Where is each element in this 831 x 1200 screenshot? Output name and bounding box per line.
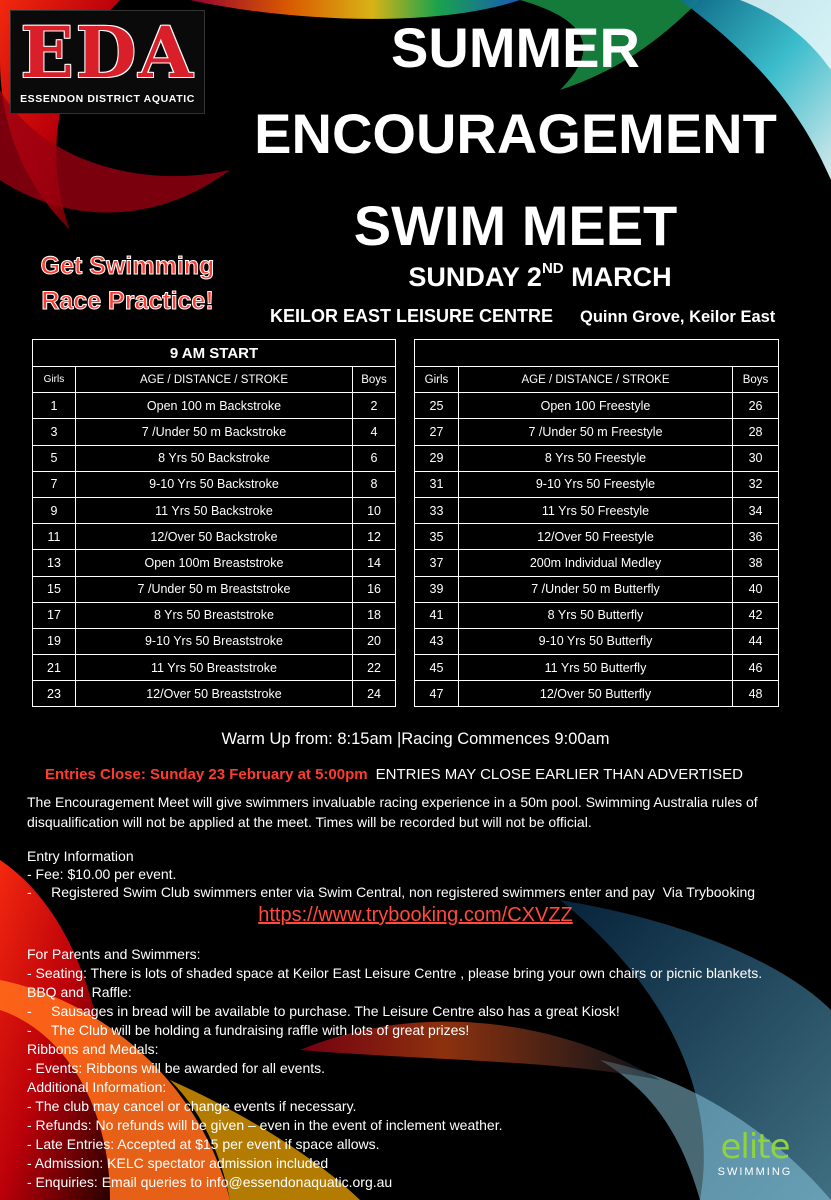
detail-line: - Late Entries: Accepted at $15 per event if space allows.: [27, 1136, 380, 1152]
detail-line: - The club may cancel or change events if necessary.: [27, 1098, 357, 1114]
table-row: [415, 655, 779, 681]
elite-word: elite: [720, 1127, 790, 1167]
girls-number: 7: [33, 471, 76, 497]
promo-line-1: Get Swimming: [40, 252, 215, 280]
table-row: [415, 419, 779, 445]
boys-number: 10: [353, 497, 396, 523]
event-name: 11 Yrs 50 Freestyle: [458, 497, 732, 523]
boys-number: 12: [353, 524, 396, 550]
table-row: [415, 524, 779, 550]
boys-number: 42: [733, 602, 779, 628]
table-row: [415, 550, 779, 576]
girls-number: 25: [415, 393, 459, 419]
girls-number: 47: [415, 681, 459, 707]
girls-number: 5: [33, 445, 76, 471]
event-name: 9-10 Yrs 50 Backstroke: [75, 471, 352, 497]
detail-line: - Admission: KELC spectator admission included: [27, 1155, 329, 1171]
boys-number: 40: [733, 576, 779, 602]
detail-line: Additional Information:: [27, 1079, 167, 1095]
event-name: Open 100 m Backstroke: [75, 393, 352, 419]
event-name: 8 Yrs 50 Breaststroke: [75, 602, 352, 628]
table-left-body: [33, 393, 396, 707]
event-name: 11 Yrs 50 Butterfly: [458, 655, 732, 681]
events-table-left: [32, 339, 396, 707]
boys-number: 2: [353, 393, 396, 419]
boys-number: 28: [733, 419, 779, 445]
entries-close-date: Entries Close: Sunday 23 February at 5:00pm: [45, 766, 368, 783]
entry-info-heading: Entry Information: [27, 848, 134, 864]
intro-paragraph: The Encouragement Meet will give swimmers invaluable racing experience in a 50m pool. Swimming Australia rules of disqualification will not be applied at the meet. Times will be recorded but will not be official.: [27, 794, 758, 830]
girls-number: 15: [33, 576, 76, 602]
table-row: [415, 628, 779, 654]
col-event: AGE / DISTANCE / STROKE: [458, 367, 732, 393]
event-name: 12/Over 50 Breaststroke: [75, 681, 352, 707]
title-line-2: ENCOURAGEMENT: [254, 102, 777, 165]
event-name: 9-10 Yrs 50 Butterfly: [458, 628, 732, 654]
table-row: [415, 576, 779, 602]
table-row: [33, 681, 396, 707]
girls-number: 9: [33, 497, 76, 523]
entry-registered: - Registered Swim Club swimmers enter via Swim Central, non registered swimmers enter and pay Via Trybooking: [27, 884, 756, 900]
girls-number: 23: [33, 681, 76, 707]
detail-line: - Seating: There is lots of shaded space at Keilor East Leisure Centre , please bring your own chairs or picnic blankets.: [27, 965, 763, 981]
event-name: 7 /Under 50 m Backstroke: [75, 419, 352, 445]
girls-number: 17: [33, 602, 76, 628]
entries-warning: ENTRIES MAY CLOSE EARLIER THAN ADVERTISED: [375, 766, 743, 783]
boys-number: 38: [733, 550, 779, 576]
event-name: Open 100m Breaststroke: [75, 550, 352, 576]
boys-number: 14: [353, 550, 396, 576]
boys-number: 36: [733, 524, 779, 550]
event-name: 7 /Under 50 m Butterfly: [458, 576, 732, 602]
table-row: [33, 655, 396, 681]
date-suffix: ND: [541, 260, 564, 277]
girls-number: 27: [415, 419, 459, 445]
table-row: [33, 550, 396, 576]
col-girls: Girls: [33, 367, 76, 393]
boys-number: 24: [353, 681, 396, 707]
boys-number: 8: [353, 471, 396, 497]
boys-number: 30: [733, 445, 779, 471]
event-name: 8 Yrs 50 Freestyle: [458, 445, 732, 471]
event-name: 8 Yrs 50 Butterfly: [458, 602, 732, 628]
boys-number: 20: [353, 628, 396, 654]
table-row: [415, 497, 779, 523]
table-row: [33, 576, 396, 602]
date-day: SUNDAY 2: [408, 262, 542, 292]
elite-swimming-logo: [705, 1127, 805, 1178]
table-row: [415, 602, 779, 628]
warmup-times: Warm Up from: 8:15am |Racing Commences 9:00am: [221, 730, 610, 748]
table-row: [415, 445, 779, 471]
boys-number: 34: [733, 497, 779, 523]
table-row: [415, 393, 779, 419]
event-name: 200m Individual Medley: [458, 550, 732, 576]
table-row: [33, 393, 396, 419]
title-line-1: SUMMER: [391, 16, 640, 79]
table-row: [415, 471, 779, 497]
event-name: 12/Over 50 Backstroke: [75, 524, 352, 550]
event-name: 9-10 Yrs 50 Freestyle: [458, 471, 732, 497]
eda-logo: [10, 10, 205, 114]
boys-number: 48: [733, 681, 779, 707]
event-name: 7 /Under 50 m Freestyle: [458, 419, 732, 445]
girls-number: 35: [415, 524, 459, 550]
girls-number: 13: [33, 550, 76, 576]
table-row: [33, 419, 396, 445]
girls-number: 11: [33, 524, 76, 550]
event-date: [370, 262, 710, 293]
boys-number: 4: [353, 419, 396, 445]
table-row: [33, 445, 396, 471]
girls-number: 19: [33, 628, 76, 654]
boys-number: 32: [733, 471, 779, 497]
girls-number: 21: [33, 655, 76, 681]
col-boys: Boys: [733, 367, 779, 393]
table-row: [33, 602, 396, 628]
detail-line: - The Club will be holding a fundraising raffle with lots of great prizes!: [27, 1022, 470, 1038]
event-name: 12/Over 50 Freestyle: [458, 524, 732, 550]
boys-number: 22: [353, 655, 396, 681]
girls-number: 45: [415, 655, 459, 681]
title-line-3: SWIM MEET: [353, 194, 678, 257]
entry-fee: - Fee: $10.00 per event.: [27, 866, 177, 882]
venue-name: KEILOR EAST LEISURE CENTRE: [270, 306, 554, 326]
event-name: 11 Yrs 50 Backstroke: [75, 497, 352, 523]
girls-number: 31: [415, 471, 459, 497]
boys-number: 18: [353, 602, 396, 628]
entries-close: [45, 766, 743, 783]
boys-number: 26: [733, 393, 779, 419]
table-row: [33, 497, 396, 523]
detail-line: BBQ and Raffle:: [27, 984, 132, 1000]
promo-line-2: Race Practice!: [41, 287, 214, 315]
girls-number: 37: [415, 550, 459, 576]
trybooking-link[interactable]: https://www.trybooking.com/CXVZZ: [258, 904, 573, 926]
col-boys: Boys: [353, 367, 396, 393]
elite-sub: SWIMMING: [717, 1166, 793, 1178]
boys-number: 6: [353, 445, 396, 471]
event-name: 7 /Under 50 m Breaststroke: [75, 576, 352, 602]
boys-number: 44: [733, 628, 779, 654]
event-name: 11 Yrs 50 Breaststroke: [75, 655, 352, 681]
girls-number: 43: [415, 628, 459, 654]
girls-number: 29: [415, 445, 459, 471]
detail-line: - Enquiries: Email queries to info@essendonaquatic.org.au: [27, 1174, 393, 1190]
events-table-right: [414, 339, 779, 707]
col-girls: Girls: [415, 367, 459, 393]
table-row: [33, 524, 396, 550]
girls-number: 33: [415, 497, 459, 523]
event-name: 12/Over 50 Butterfly: [458, 681, 732, 707]
girls-number: 41: [415, 602, 459, 628]
logo-subtitle: ESSENDON DISTRICT AQUATIC: [20, 93, 195, 105]
table-left-header: 9 AM START: [33, 340, 396, 367]
date-month: MARCH: [571, 262, 672, 292]
table-right-body: [415, 393, 779, 707]
event-name: Open 100 Freestyle: [458, 393, 732, 419]
logo-letters: EDA: [20, 11, 195, 94]
girls-number: 39: [415, 576, 459, 602]
col-event: AGE / DISTANCE / STROKE: [75, 367, 352, 393]
event-name: 9-10 Yrs 50 Breaststroke: [75, 628, 352, 654]
boys-number: 16: [353, 576, 396, 602]
venue-address: Quinn Grove, Keilor East: [580, 308, 776, 326]
table-row: [33, 471, 396, 497]
boys-number: 46: [733, 655, 779, 681]
event-name: 8 Yrs 50 Backstroke: [75, 445, 352, 471]
table-row: [415, 681, 779, 707]
detail-line: - Events: Ribbons will be awarded for all events.: [27, 1060, 326, 1076]
detail-line: - Sausages in bread will be available to purchase. The Leisure Centre also has a great Kiosk!: [27, 1003, 620, 1019]
girls-number: 1: [33, 393, 76, 419]
detail-line: - Refunds: No refunds will be given – even in the event of inclement weather.: [27, 1117, 503, 1133]
table-right-header: [415, 340, 779, 367]
table-row: [33, 628, 396, 654]
girls-number: 3: [33, 419, 76, 445]
detail-line: For Parents and Swimmers:: [27, 946, 201, 962]
detail-line: Ribbons and Medals:: [27, 1041, 159, 1057]
